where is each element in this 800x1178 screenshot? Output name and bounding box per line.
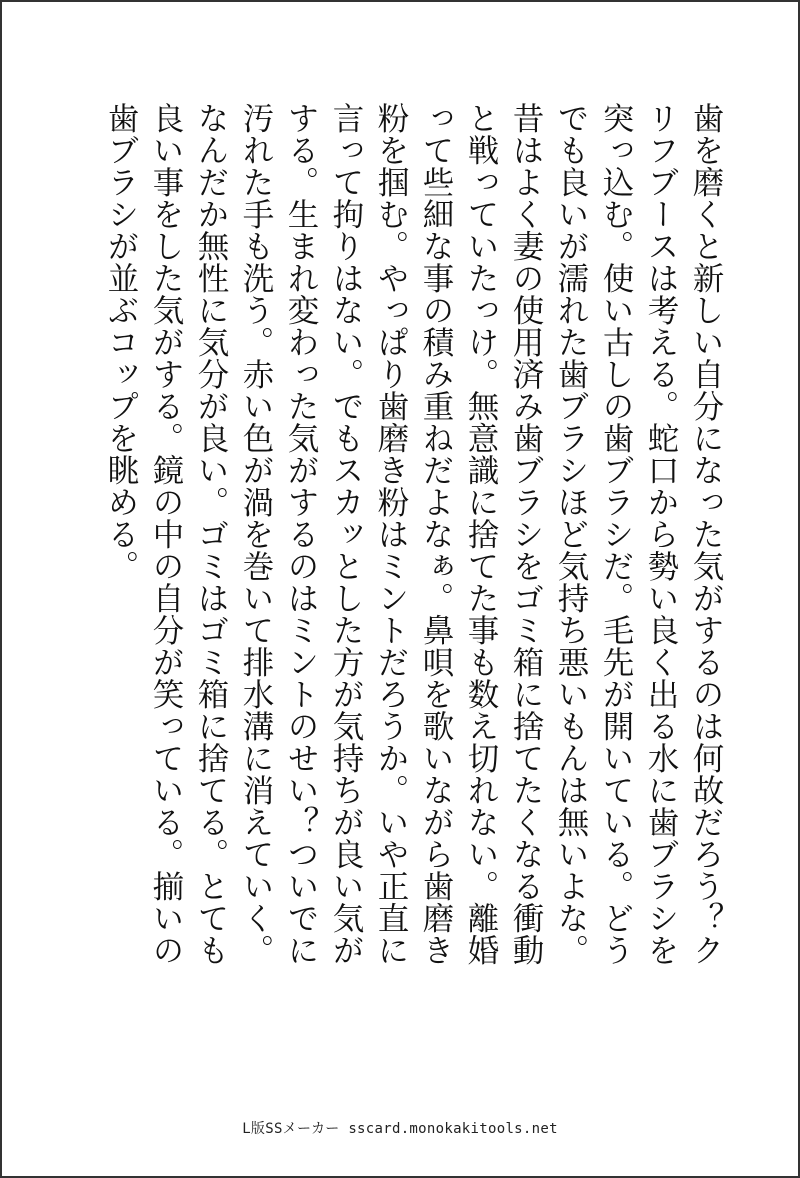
- story-line: 粉を掴む。やっぱり歯磨き粉はミントだろうか。いや正直に: [373, 102, 409, 966]
- story-line: 歯を磨くと新しい自分になった気がするのは何故だろう？ク: [688, 102, 724, 966]
- story-line: 言って拘りはない。でもスカッとした方が気持ちが良い気が: [328, 102, 364, 966]
- story-text: [98, 102, 728, 966]
- footer-label: L版SSメーカー sscard.monokakitools.net: [242, 1121, 558, 1137]
- footer-credit[interactable]: [2, 1118, 798, 1138]
- story-line: 昔はよく妻の使用済み歯ブラシをゴミ箱に捨てたくなる衝動: [508, 102, 544, 966]
- story-line: でも良いが濡れた歯ブラシほど気持ち悪いもんは無いよな。: [553, 102, 589, 966]
- story-line: 良い事をした気がする。鏡の中の自分が笑っている。揃いの: [148, 102, 184, 966]
- story-line: 歯ブラシが並ぶコップを眺める。: [103, 102, 139, 582]
- story-line: 汚れた手も洗う。赤い色が渦を巻いて排水溝に消えていく。: [238, 102, 274, 966]
- story-line: って些細な事の積み重ねだよなぁ。鼻唄を歌いながら歯磨き: [418, 102, 454, 966]
- story-line: なんだか無性に気分が良い。ゴミはゴミ箱に捨てる。とても: [193, 102, 229, 966]
- story-line: リフブースは考える。蛇口から勢い良く出る水に歯ブラシを: [643, 102, 679, 966]
- story-line: する。生まれ変わった気がするのはミントのせい？ついでに: [283, 102, 319, 966]
- story-line: と戦っていたっけ。無意識に捨てた事も数え切れない。離婚: [463, 102, 499, 966]
- story-line: 突っ込む。使い古しの歯ブラシだ。毛先が開いている。どう: [598, 102, 634, 966]
